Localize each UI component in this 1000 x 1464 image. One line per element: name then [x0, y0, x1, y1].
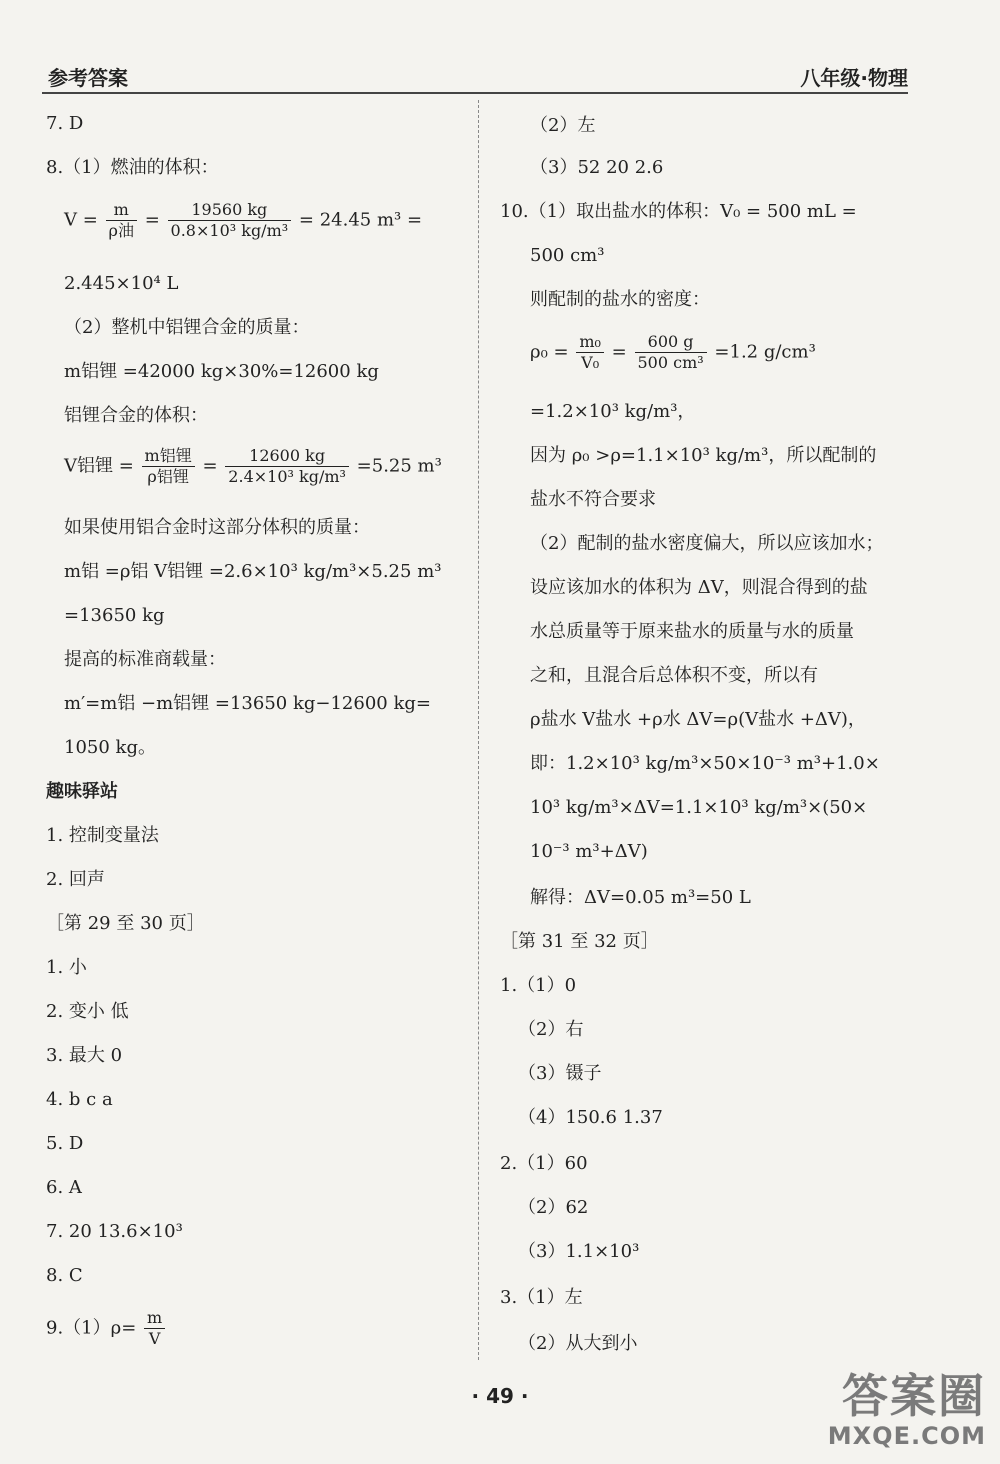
answer-line: =1.2×10³ kg/m³，: [530, 401, 696, 422]
answer-line: 10⁻³ m³+ΔV): [530, 841, 648, 862]
answer-line: m铝 =ρ铝 V铝锂 =2.6×10³ kg/m³×5.25 m³: [64, 561, 442, 582]
answer-line: 4. b c a: [46, 1089, 113, 1110]
fraction: $\frac{m}{V}$: [144, 1308, 165, 1349]
answer-line: 则配制的盐水的密度：: [530, 289, 710, 310]
answer-line: 盐水不符合要求: [530, 489, 656, 510]
answer-line: ρ盐水 V盐水 +ρ水 ΔV=ρ(V盐水 +ΔV)，: [530, 709, 866, 730]
answer-line: 10.（1）取出盐水的体积：V₀ = 500 mL =: [500, 201, 857, 222]
answer-line: 铝锂合金的体积：: [64, 405, 208, 426]
watermark: [828, 1370, 986, 1450]
answer-line: 2.445×10⁴ L: [64, 273, 179, 294]
answer-line: （4）150.6 1.37: [518, 1107, 663, 1128]
formula-line: V = $\frac{m}{\text{ρ油}}$ = $\frac{19560 kg}{\text{0.8×10³ kg/m³}}$ = 24.45 m³ =: [64, 200, 423, 240]
answer-line: （3）镊子: [518, 1063, 602, 1084]
answer-line: 之和，且混合后总体积不变，所以有: [530, 665, 818, 686]
answer-line: 1.（1）0: [500, 975, 577, 996]
answer-line: 500 cm³: [530, 245, 605, 266]
answer-line: （2）62: [518, 1197, 589, 1218]
answer-line: （3）52 20 2.6: [530, 157, 664, 178]
watermark-logo: 答案圈: [842, 1369, 986, 1423]
header-title-left: 参考答案: [48, 66, 128, 90]
fraction: $\frac{19560 kg}{\text{0.8×10³ kg/m³}}$: [168, 200, 292, 241]
answer-line: 3. 最大 0: [46, 1045, 123, 1066]
fraction: $\frac{12600 kg}{\text{2.4×10³ kg/m³}}$: [225, 446, 349, 487]
answer-line: （2）配制的盐水密度偏大，所以应该加水；: [530, 533, 884, 554]
answer-line: 8. C: [46, 1265, 83, 1286]
answer-line: 1050 kg。: [64, 737, 156, 758]
answer-line: 2. 变小 低: [46, 1001, 129, 1022]
fraction: $\frac{600 g}{\text{500 cm³}}$: [635, 332, 707, 373]
watermark-url: MXQE.COM: [827, 1422, 986, 1450]
answer-line: 即：1.2×10³ kg/m³×50×10⁻³ m³+1.0×: [530, 753, 880, 774]
answer-line: 3.（1）左: [500, 1287, 583, 1308]
answer-line: （3）1.1×10³: [518, 1241, 640, 1262]
answer-line: （2）整机中铝锂合金的质量：: [64, 317, 310, 338]
page-number: · 49 ·: [471, 1384, 529, 1408]
fraction: $\frac{\text{m₀}}{\text{V₀}}$: [576, 332, 604, 373]
page-range-heading: ［第 29 至 30 页］: [46, 913, 205, 934]
fraction: $\frac{m}{\text{ρ油}}$: [106, 200, 137, 241]
answer-line: 因为 ρ₀ >ρ=1.1×10³ kg/m³，所以配制的: [530, 445, 877, 466]
answer-line: 5. D: [46, 1133, 84, 1154]
fraction: $\frac{\text{m铝锂}}{\text{ρ铝锂}}$: [142, 446, 195, 487]
answer-line: 1. 控制变量法: [46, 825, 159, 846]
answer-line: 水总质量等于原来盐水的质量与水的质量: [530, 621, 854, 642]
answer-line: 解得：ΔV=0.05 m³=50 L: [530, 887, 751, 908]
page-header: [42, 58, 908, 94]
formula-line: ρ₀ = $\frac{\text{m₀}}{\text{V₀}}$ = $\frac{600 g}{\text{500 cm³}}$ =1.2 g/cm³: [530, 332, 816, 372]
answer-line: 1. 小: [46, 957, 87, 978]
answer-line: 8.（1）燃油的体积：: [46, 157, 219, 178]
header-title-right: 八年级·物理: [800, 66, 908, 90]
answer-line: （2）右: [518, 1019, 584, 1040]
section-heading: 趣味驿站: [46, 781, 118, 802]
page-range-heading: ［第 31 至 32 页］: [500, 931, 659, 952]
answer-line: 提高的标准商载量：: [64, 649, 226, 670]
answer-line: （2）从大到小: [518, 1333, 638, 1354]
answer-line: 10³ kg/m³×ΔV=1.1×10³ kg/m³×(50×: [530, 797, 868, 818]
answer-line: 2.（1）60: [500, 1153, 588, 1174]
formula-line: V铝锂 = $\frac{\text{m铝锂}}{\text{ρ铝锂}}$ = $\frac{12600 kg}{\text{2.4×10³ kg/m³}}$ =5.25 m³: [64, 446, 442, 486]
answer-line: 如果使用铝合金时这部分体积的质量：: [64, 517, 370, 538]
answer-line: 设应该加水的体积为 ΔV，则混合得到的盐: [530, 577, 868, 598]
formula-line: 9.（1）ρ= $\frac{m}{V}$: [46, 1308, 167, 1349]
answer-line: =13650 kg: [64, 605, 165, 626]
answer-line: m铝锂 =42000 kg×30%=12600 kg: [64, 361, 379, 382]
answer-line: 2. 回声: [46, 869, 105, 890]
answer-line: 7. D: [46, 113, 84, 134]
answer-line: 7. 20 13.6×10³: [46, 1221, 183, 1242]
column-divider: [478, 100, 479, 1360]
answer-line: 6. A: [46, 1177, 82, 1198]
answer-line: m′=m铝 −m铝锂 =13650 kg−12600 kg=: [64, 693, 431, 714]
answer-line: （2）左: [530, 115, 596, 136]
